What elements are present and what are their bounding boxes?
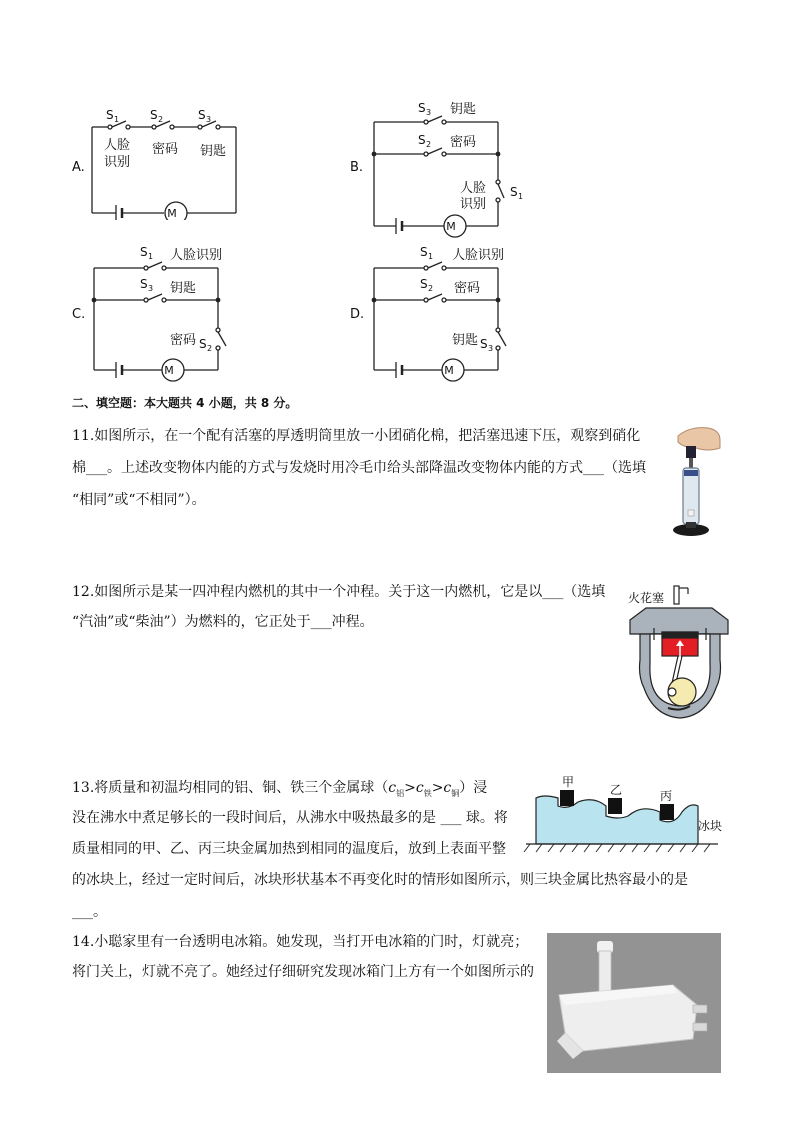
svg-text:S: S <box>150 108 158 122</box>
circuit-d-diagram <box>366 240 536 385</box>
engine-cylinder-figure <box>624 580 734 730</box>
svg-text:S: S <box>418 101 426 115</box>
circuit-a-diagram <box>86 105 246 220</box>
q11-line-2: 棉___。上述改变物体内能的方式与发烧时用冷毛巾给头部降温改变物体内能的方式___（选填 <box>72 460 646 476</box>
svg-text:M: M <box>164 364 174 377</box>
svg-text:S: S <box>198 108 206 122</box>
metal-yi-label: 乙 <box>610 783 623 797</box>
metal-bing-label: 丙 <box>660 789 673 803</box>
svg-text:人脸: 人脸 <box>104 138 131 153</box>
ice-block-label: 冰块 <box>698 819 723 833</box>
option-label-c: C. <box>72 307 86 322</box>
piston-cylinder-figure <box>664 426 724 538</box>
svg-text:钥匙: 钥匙 <box>170 281 197 296</box>
svg-text:识别: 识别 <box>104 155 131 170</box>
q11-line-3: “相同”或“不相同”）。 <box>72 492 206 508</box>
svg-text:S: S <box>140 277 148 291</box>
svg-text:密码: 密码 <box>170 333 197 348</box>
svg-text:S: S <box>420 277 428 291</box>
svg-text:3: 3 <box>426 108 432 117</box>
svg-text:S: S <box>420 245 428 259</box>
svg-text:密码: 密码 <box>152 142 179 157</box>
svg-text:人脸识别: 人脸识别 <box>452 248 505 263</box>
spark-plug-label: 火花塞 <box>628 591 665 605</box>
q13-line-3: 质量相同的甲、乙、丙三块金属加热到相同的温度后，放到上表面平整 <box>72 841 506 857</box>
svg-text:2: 2 <box>207 344 213 353</box>
motor-symbol: M <box>167 207 177 220</box>
q13-line-5: ___。 <box>72 904 107 920</box>
svg-text:人脸识别: 人脸识别 <box>170 248 223 263</box>
svg-text:S: S <box>199 337 207 351</box>
svg-text:1: 1 <box>114 115 120 124</box>
svg-text:密码: 密码 <box>450 135 477 150</box>
svg-text:S: S <box>140 245 148 259</box>
svg-text:S: S <box>480 337 488 351</box>
svg-text:3: 3 <box>206 115 212 124</box>
svg-text:3: 3 <box>148 284 154 293</box>
circuit-b-diagram <box>366 96 536 244</box>
svg-text:2: 2 <box>426 140 432 149</box>
circuit-c-diagram <box>86 240 256 385</box>
svg-text:S: S <box>106 108 114 122</box>
svg-text:M: M <box>446 220 456 233</box>
svg-text:1: 1 <box>428 252 434 261</box>
svg-text:人脸: 人脸 <box>460 181 487 196</box>
metal-jia-label: 甲 <box>562 776 575 789</box>
option-label-d: D. <box>350 307 365 322</box>
door-switch-photo <box>547 933 721 1073</box>
svg-text:2: 2 <box>428 284 434 293</box>
q12-line-1: 12.如图所示是某一四冲程内燃机的其中一个冲程。关于这一内燃机，它是以___（选填 <box>72 584 606 600</box>
ice-block-figure <box>522 776 728 856</box>
q12-line-2: “汽油”或“柴油”）为燃料的，它正处于___冲程。 <box>72 614 374 630</box>
svg-text:钥匙: 钥匙 <box>450 102 477 117</box>
q13-line-4: 的冰块上，经过一定时间后，冰块形状基本不再变化时的情形如图所示，则三块金属比热容最小的是 <box>72 872 688 888</box>
svg-text:S: S <box>418 133 426 147</box>
svg-text:M: M <box>444 364 454 377</box>
q14-line-1: 14.小聪家里有一台透明电冰箱。她发现，当打开电冰箱的门时，灯就亮； <box>72 934 529 950</box>
q14-line-2: 将门关上，灯就不亮了。她经过仔细研究发现冰箱门上方有一个如图所示的 <box>72 964 534 980</box>
option-label-b: B. <box>350 160 364 175</box>
svg-text:钥匙: 钥匙 <box>200 144 227 159</box>
section-heading: 二、填空题：本大题共 4 小题，共 8 分。 <box>72 396 298 410</box>
svg-text:1: 1 <box>148 252 154 261</box>
svg-text:识别: 识别 <box>460 197 487 212</box>
svg-text:密码: 密码 <box>454 281 481 296</box>
svg-text:1: 1 <box>518 192 524 201</box>
option-label-a: A. <box>72 160 85 175</box>
q11-line-1: 11.如图所示，在一个配有活塞的厚透明筒里放一小团硝化棉，把活塞迅速下压，观察到硝化 <box>72 428 641 444</box>
svg-text:S: S <box>510 185 518 199</box>
svg-text:3: 3 <box>488 344 494 353</box>
q13-line-2: 没在沸水中煮足够长的一段时间后，从沸水中吸热最多的是 ___ 球。将 <box>72 810 508 826</box>
svg-text:钥匙: 钥匙 <box>452 333 479 348</box>
q13-line-1: 13.将质量和初温均相同的铝、铜、铁三个金属球$(c_铝>c_铁>c_铜)$浸 <box>72 780 488 798</box>
svg-text:2: 2 <box>158 115 164 124</box>
